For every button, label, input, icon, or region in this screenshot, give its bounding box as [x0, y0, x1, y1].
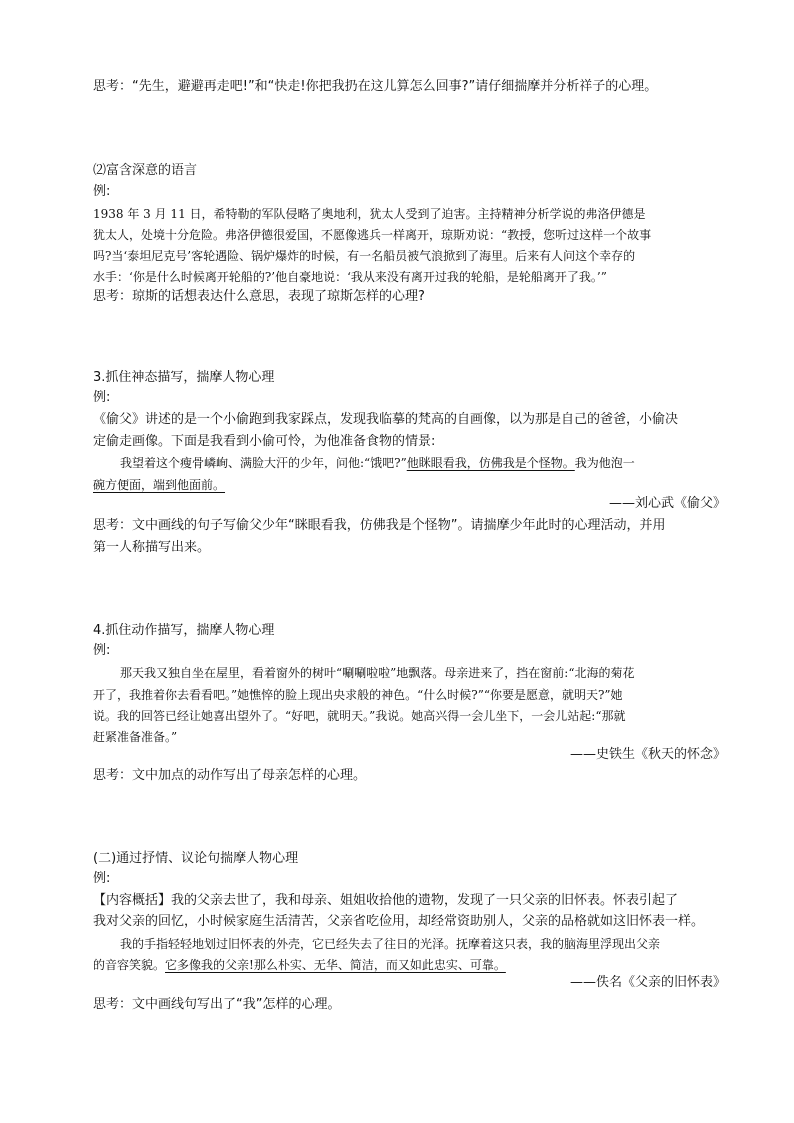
passage-line: 犹太人，处境十分危险。弗洛伊德很爱国，不愿像逃兵一样离开，琼斯劝说：“教授，您听过这样一个故事	[93, 228, 652, 242]
passage-text: 我望着这个瘦骨嶙峋、满脸大汗的少年，问他:“饿吧?”	[120, 456, 407, 470]
passage-line: 吗?当‘泰坦尼克号’客轮遇险、锅炉爆炸的时候，有一名船员被气浪掀到了海里。后来有人问这个幸存的	[93, 249, 636, 263]
heading-lyric-argument: (二)通过抒情、议论句揣摩人物心理	[93, 851, 299, 866]
passage-line	[93, 954, 506, 976]
question-4: 思考：文中加点的动作写出了母亲怎样的心理。	[93, 768, 367, 783]
question-1: 思考：“先生，避避再走吧!”和“快走!你把我扔在这儿算怎么回事?”请仔细揣摩并分析祥子的心理。	[93, 79, 658, 94]
source-citation: ——佚名《父亲的旧怀表》	[569, 975, 726, 990]
passage-text: 的音容笑貌。	[93, 958, 166, 972]
question-3: 思考：文中画线的句子写偷父少年“眯眼看我，仿佛我是个怪物”。请揣摩少年此时的心理活动，并用	[93, 518, 666, 533]
example-label: 例:	[93, 643, 111, 658]
passage-line	[120, 452, 635, 474]
heading-expression: 3.抓住神态描写，揣摩人物心理	[93, 370, 275, 385]
summary-line: 我对父亲的回忆，小时候家庭生活清苦，父亲省吃俭用，却经常资助别人，父亲的品格就如这旧怀表一样。	[93, 914, 705, 929]
question-2: 思考：琼斯的话想表达什么意思，表现了琼斯怎样的心理?	[93, 289, 425, 304]
question-5: 思考：文中画线句写出了“我”怎样的心理。	[93, 997, 341, 1012]
passage-line: 那天我又独自坐在屋里，看着窗外的树叶“唰唰啦啦”地飘落。母亲进来了，挡在窗前:“北海的菊花	[120, 666, 635, 680]
source-citation: ——史铁生《秋天的怀念》	[569, 747, 726, 762]
example-label: 例:	[93, 184, 111, 199]
underlined-sentence: 他眯眼看我，仿佛我是个怪物。	[406, 456, 575, 470]
example-label: 例:	[93, 871, 111, 886]
passage-line	[93, 474, 225, 496]
underlined-sentence: 它多像我的父亲!那么朴实、无华、简洁，而又如此忠实、可靠。	[165, 958, 506, 972]
passage-line: 开了，我推着你去看看吧。”她憔悴的脸上现出央求般的神色。“什么时候?”“你要是愿意，就明天?”她	[93, 688, 623, 702]
source-citation: ——刘心武《偷父》	[608, 496, 726, 511]
example-label: 例:	[93, 390, 111, 405]
passage-line: 说。我的回答已经让她喜出望外了。“好吧，就明天。”我说。她高兴得一会儿坐下，一会儿站起:“那就	[93, 709, 626, 723]
passage-line: 我的手指轻轻地划过旧怀表的外壳，它已经失去了往日的光泽。抚摩着这只表，我的脑海里浮现出父亲	[120, 937, 661, 951]
question-3-cont: 第一人称描写出来。	[93, 540, 211, 555]
underlined-sentence: 碗方便面，端到他面前。	[93, 478, 226, 492]
summary-label: 【内容概括】	[93, 893, 172, 908]
intro-line: 定偷走画像。下面是我看到小偷可怜，为他准备食物的情景:	[93, 434, 436, 449]
passage-text: 我为他泡一	[574, 456, 635, 470]
summary-text: 我的父亲去世了，我和母亲、姐姐收拾他的遗物，发现了一只父亲的旧怀表。怀表引起了	[171, 893, 679, 908]
heading-action: 4.抓住动作描写，揣摩人物心理	[93, 623, 275, 638]
summary-line	[93, 890, 678, 912]
passage-line: 赶紧准备准备。”	[93, 730, 178, 744]
intro-line: 《偷父》讲述的是一个小偷跑到我家踩点，发现我临摹的梵高的自画像，以为那是自己的爸爸，小偷决	[93, 412, 679, 427]
heading-rich-language: ⑵富含深意的语言	[93, 163, 198, 178]
passage-line: 1938 年 3 月 11 日，希特勒的军队侵略了奥地利，犹太人受到了迫害。主持精神分析学说的弗洛伊德是	[93, 207, 646, 221]
passage-line: 水手：‘你是什么时候离开轮船的?’他自豪地说：‘我从来没有离开过我的轮船，是轮船离开了我。’”	[93, 270, 607, 284]
